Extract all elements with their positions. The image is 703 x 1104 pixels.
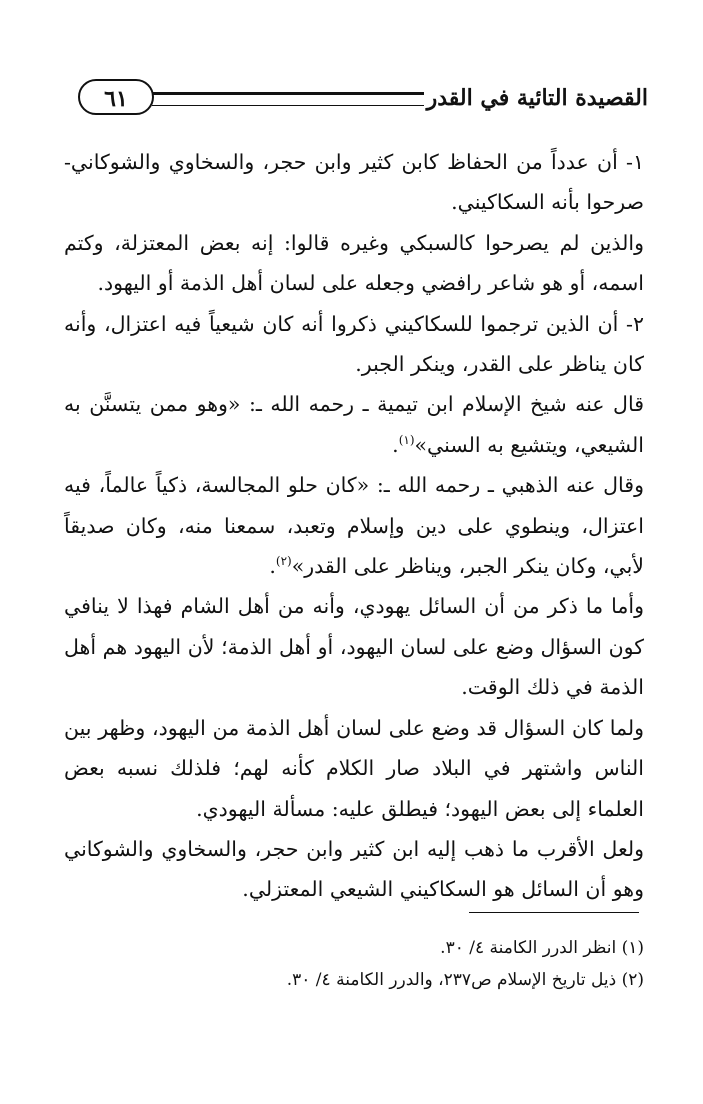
paragraph: ولعل الأقرب ما ذهب إليه ابن كثير وابن حجر، والسخاوي والشوكاني وهو أن السائل هو السكاكيني الشيعي المعتزلي. <box>64 836 644 902</box>
header-rule <box>152 92 424 106</box>
paragraph: ٢- أن الذين ترجموا للسكاكيني ذكروا أنه كان شيعياً فيه اعتزال، وأنه كان يناظر على القدر، وينكر الجبر. <box>64 311 644 377</box>
paragraph <box>64 384 644 465</box>
sentence-end: . <box>269 554 276 579</box>
footnote-ref: (١) <box>398 433 415 448</box>
paragraph: ١- أن عدداً من الحفاظ كابن كثير وابن حجر، والسخاوي والشوكاني- صرحوا بأنه السكاكيني. <box>64 150 644 215</box>
running-title: القصيدة التائية في القدر <box>426 85 648 111</box>
footnote-ref: (٢) <box>275 554 292 569</box>
quote-text: قال عنه شيخ الإسلام ابن تيمية ـ رحمه الله ـ: «وهو ممن يتسنَّن به الشيعي، ويتشيع به السني» <box>64 392 644 457</box>
paragraph: ولما كان السؤال قد وضع على لسان أهل الذمة من اليهود، وظهر بين الناس واشتهر في البلاد صار الكلام كأنه لهم؛ فلذلك نسبه بعض العلماء إلى بعض اليهود؛ فيطلق عليه: مسألة اليهودي. <box>64 715 644 821</box>
body-text <box>64 142 644 910</box>
page-number: ٦١ <box>78 79 154 115</box>
quote-text: وقال عنه الذهبي ـ رحمه الله ـ: «كان حلو المجالسة، ذكياً عالماً، فيه اعتزال، وينطوي على دين وإسلام وتعبد، سمعنا منه، وكان صديقاً لأبي، وكان ينكر الجبر، ويناظر على القدر» <box>64 473 644 579</box>
footnotes <box>64 932 644 996</box>
paragraph: وأما ما ذكر من أن السائل يهودي، وأنه من أهل الشام فهذا لا ينافي كون السؤال وضع على لسان اليهود، أو أهل الذمة؛ لأن اليهود هم أهل الذمة في ذلك الوقت. <box>64 594 644 700</box>
footnote: (٢) ذيل تاريخ الإسلام ص٢٣٧، والدرر الكامنة ٤/ ٣٠. <box>286 970 644 990</box>
paragraph <box>64 465 644 586</box>
paragraph: والذين لم يصرحوا كالسبكي وغيره قالوا: إنه بعض المعتزلة، وكتم اسمه، أو هو شاعر رافضي وجعله على لسان أهل الذمة أو اليهود. <box>64 230 644 296</box>
sentence-end: . <box>392 432 399 457</box>
footnote-separator <box>469 912 639 913</box>
footnote: (١) انظر الدرر الكامنة ٤/ ٣٠. <box>440 938 644 958</box>
page-header <box>78 76 648 120</box>
